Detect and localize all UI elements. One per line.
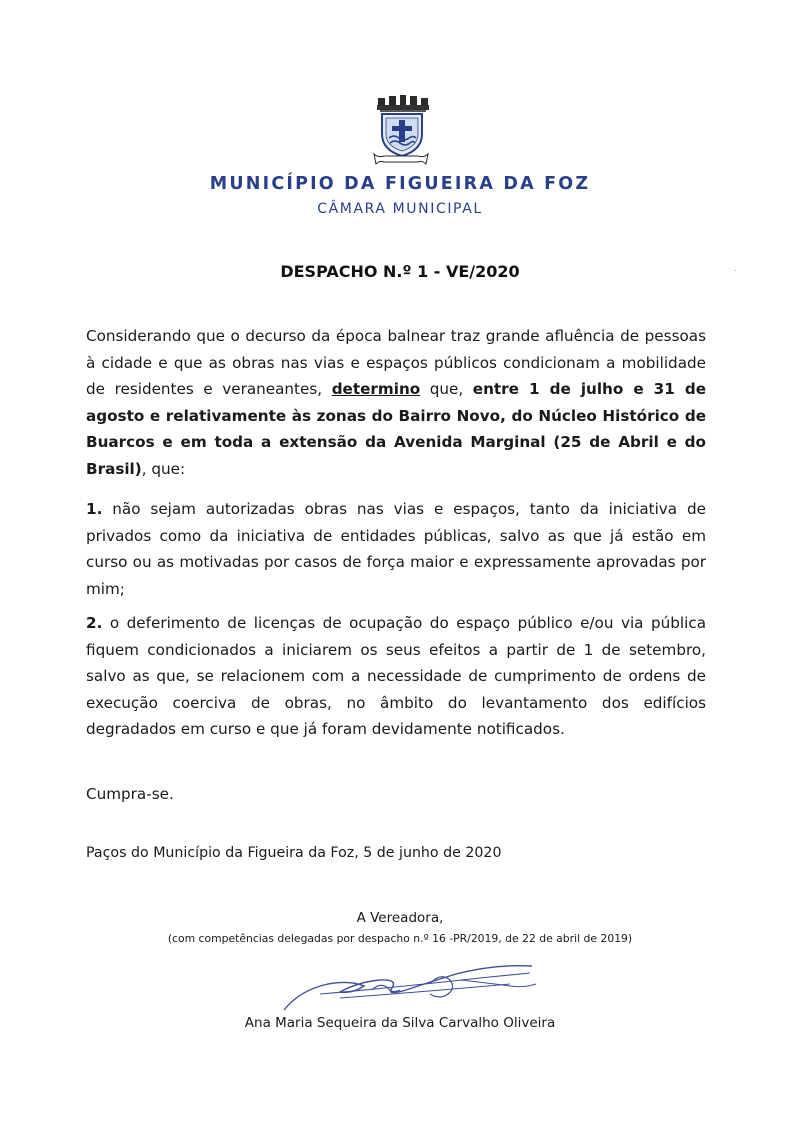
intro-paragraph (86, 323, 706, 482)
intro-bold-scope: entre 1 de julho e 31 de agosto e relativamente às zonas do Bairro Novo, do Núcleo Histórico de Buarcos e em toda a extensão da Avenida Marginal (25 de Abril e do Brasil) (86, 380, 707, 478)
closing-statement: Cumpra-se. (86, 785, 174, 803)
determino-word: determino (331, 380, 421, 398)
item-2-paragraph (86, 610, 706, 743)
intro-text-1: Considerando que o decurso da época balnear traz grande afluência de pessoas à cidade e que as obras nas vias e espaços públicos condicionam a mobilidade de residentes e veraneantes, (86, 327, 706, 398)
item-1-text: não sejam autorizadas obras nas vias e espaços, tanto da iniciativa de privados como da iniciativa de entidades públicas, salvo as que já estão em curso ou as motivadas por casos de força maior e expressamente aprovadas por mim; (86, 500, 706, 598)
intro-text-3: , que: (141, 459, 186, 478)
department-subtitle: CÂMARA MUNICIPAL (317, 201, 483, 217)
document-title: DESPACHO N.º 1 - VE/2020 (280, 262, 520, 281)
signer-name: Ana Maria Sequeira da Silva Carvalho Oliveira (244, 1015, 556, 1031)
signer-role: A Vereadora, (356, 910, 444, 926)
item-2-text: o deferimento de licenças de ocupação do espaço público e/ou via pública fiquem condicionados a iniciarem os seus efeitos a partir de 1 de setembro, salvo as que, se relacionem com a necessidade de cumprimento de ordens de execução coerciva de obras, no âmbito do levantamento dos edifícios degradados em curso e que já foram devidamente notificados. (86, 614, 706, 738)
handwritten-signature-icon (280, 960, 540, 1016)
scan-artifact: · (734, 265, 737, 275)
item-1-number: 1. (86, 500, 103, 518)
intro-text-2: que, (420, 380, 473, 398)
delegation-note: (com competências delegadas por despacho n.º 16 -PR/2019, de 22 de abril de 2019) (167, 932, 633, 945)
item-2-number: 2. (86, 614, 103, 632)
municipal-crest-icon (368, 94, 434, 166)
place-and-date: Paços do Município da Figueira da Foz, 5 de junho de 2020 (86, 845, 502, 861)
municipality-title: MUNICÍPIO DA FIGUEIRA DA FOZ (209, 174, 591, 194)
item-1-paragraph (86, 496, 706, 602)
